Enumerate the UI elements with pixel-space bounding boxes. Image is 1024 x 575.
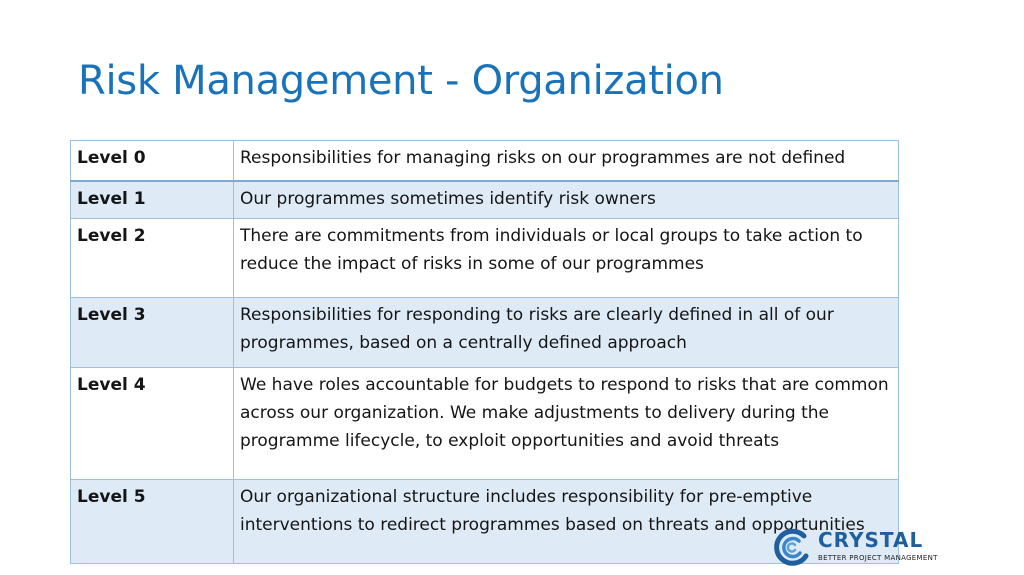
table-row (71, 219, 899, 298)
crystal-logo (770, 526, 952, 568)
logo-wordmark: CRYSTAL (818, 528, 924, 552)
table-row (71, 298, 899, 368)
crystal-swirl-icon (770, 526, 812, 568)
table-row (71, 181, 899, 219)
level-description: Responsibilities for responding to risks are clearly defined in all of our programmes, based on a centrally defined approach (234, 298, 899, 368)
level-description: Responsibilities for managing risks on our programmes are not defined (234, 141, 899, 181)
table-row (71, 368, 899, 480)
level-description: Our organizational structure includes responsibility for pre-emptive interventions to redirect programmes based on threats and opportunities (234, 480, 899, 564)
level-label: Level 2 (71, 219, 234, 298)
level-label: Level 3 (71, 298, 234, 368)
level-label: Level 4 (71, 368, 234, 480)
level-label: Level 1 (71, 181, 234, 219)
level-description: There are commitments from individuals or local groups to take action to reduce the impact of risks in some of our programmes (234, 219, 899, 298)
level-label: Level 5 (71, 480, 234, 564)
logo-tagline: BETTER PROJECT MANAGEMENT (818, 554, 938, 562)
level-description: Our programmes sometimes identify risk owners (234, 181, 899, 219)
level-description: We have roles accountable for budgets to respond to risks that are common across our organization. We make adjustments to delivery during the programme lifecycle, to exploit opportunities and avoid threats (234, 368, 899, 480)
slide-title: Risk Management - Organization (78, 58, 724, 104)
table-row (71, 141, 899, 181)
level-label: Level 0 (71, 141, 234, 181)
maturity-levels-table (70, 140, 899, 564)
